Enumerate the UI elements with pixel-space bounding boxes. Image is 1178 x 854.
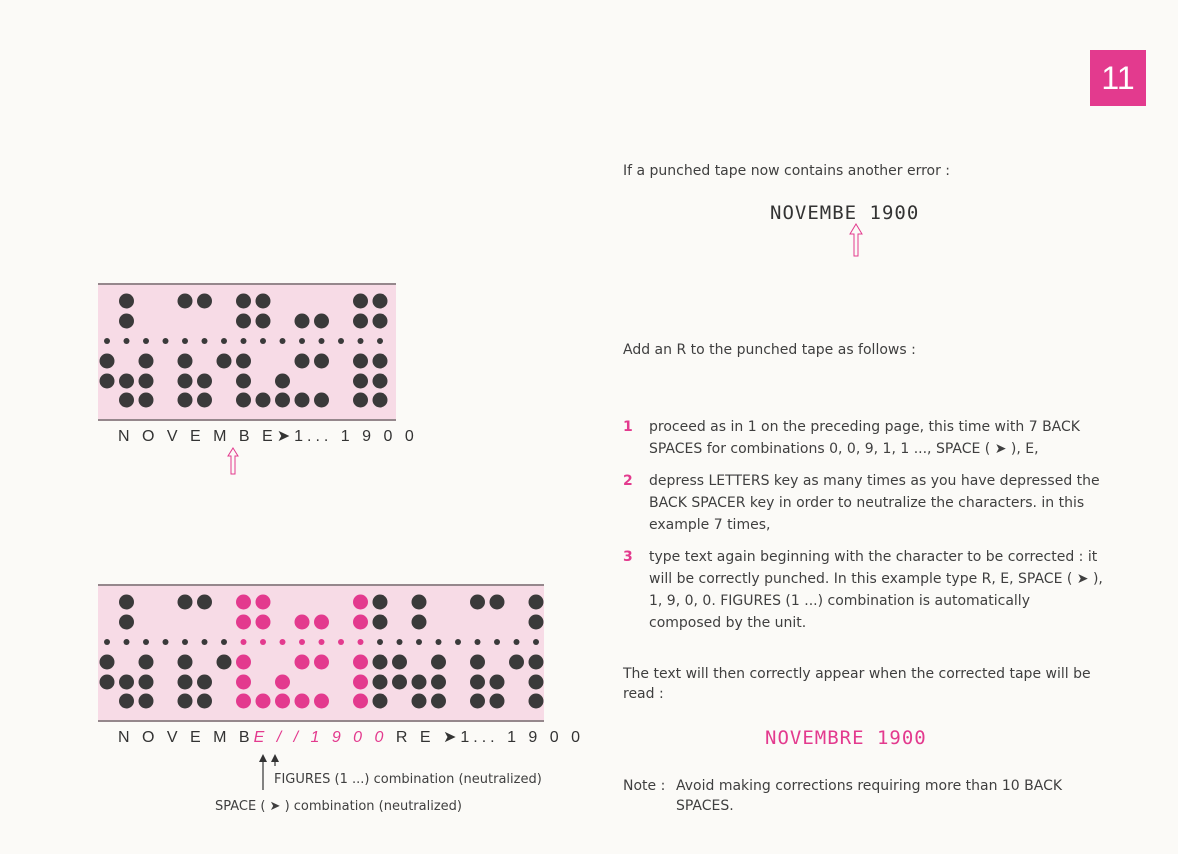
punched-hole bbox=[392, 655, 407, 670]
punched-hole bbox=[256, 694, 271, 709]
punched-hole bbox=[178, 294, 193, 309]
note-text: Avoid making corrections requiring more than 10 BACK SPACES. bbox=[676, 778, 1063, 814]
punched-hole bbox=[353, 314, 368, 329]
punched-hole bbox=[119, 374, 134, 389]
punched-hole bbox=[197, 393, 212, 408]
punched-hole bbox=[100, 675, 115, 690]
corrected-example: NOVEMBRE 1900 bbox=[765, 727, 927, 749]
punched-hole bbox=[197, 694, 212, 709]
punched-hole bbox=[100, 374, 115, 389]
sprocket-hole bbox=[182, 639, 188, 645]
sprocket-hole bbox=[221, 639, 227, 645]
punched-hole bbox=[509, 655, 524, 670]
punched-hole bbox=[119, 393, 134, 408]
sprocket-hole bbox=[163, 639, 169, 645]
tape-1-error-arrow-icon bbox=[226, 446, 240, 480]
punched-hole bbox=[314, 393, 329, 408]
punched-hole bbox=[314, 354, 329, 369]
sprocket-hole bbox=[241, 338, 247, 344]
step-item: 3 type text again beginning with the character to be corrected : it will be correctly punched. In this example type R, E, SPACE ( ➤ ), 1, 9, 0, 0. FIGURES (1 ...) combination is automatically composed by the unit. bbox=[623, 549, 1103, 631]
sprocket-hole bbox=[358, 639, 364, 645]
intro-text: If a punched tape now contains another error : bbox=[623, 163, 951, 179]
punched-hole bbox=[353, 354, 368, 369]
punched-hole bbox=[373, 694, 388, 709]
punched-hole bbox=[178, 393, 193, 408]
sprocket-hole bbox=[260, 639, 266, 645]
punched-hole bbox=[529, 615, 544, 630]
punched-hole bbox=[353, 655, 368, 670]
punched-hole bbox=[197, 294, 212, 309]
punched-hole bbox=[295, 655, 310, 670]
punched-hole bbox=[470, 694, 485, 709]
punched-hole bbox=[295, 314, 310, 329]
punched-hole bbox=[275, 393, 290, 408]
space-annotation: SPACE ( ➤ ) combination (neutralized) bbox=[215, 799, 462, 814]
punched-tape-2 bbox=[98, 584, 544, 722]
punched-hole bbox=[529, 595, 544, 610]
punched-hole bbox=[100, 655, 115, 670]
punched-hole bbox=[353, 595, 368, 610]
punched-hole bbox=[256, 294, 271, 309]
punched-hole bbox=[236, 655, 251, 670]
punched-hole bbox=[314, 694, 329, 709]
sprocket-hole bbox=[280, 338, 286, 344]
punched-hole bbox=[100, 354, 115, 369]
sprocket-hole bbox=[436, 639, 442, 645]
sprocket-hole bbox=[221, 338, 227, 344]
punched-hole bbox=[256, 393, 271, 408]
punched-hole bbox=[373, 374, 388, 389]
punched-hole bbox=[217, 354, 232, 369]
punched-hole bbox=[139, 675, 154, 690]
punched-hole bbox=[373, 294, 388, 309]
punched-hole bbox=[275, 374, 290, 389]
punched-hole bbox=[139, 393, 154, 408]
punched-hole bbox=[373, 615, 388, 630]
sprocket-hole bbox=[182, 338, 188, 344]
punched-hole bbox=[314, 314, 329, 329]
punched-hole bbox=[139, 354, 154, 369]
punched-hole bbox=[490, 675, 505, 690]
sprocket-hole bbox=[377, 639, 383, 645]
sprocket-hole bbox=[494, 639, 500, 645]
punched-hole bbox=[256, 615, 271, 630]
punched-hole bbox=[119, 675, 134, 690]
error-position-arrow-icon bbox=[848, 222, 864, 262]
punched-hole bbox=[275, 675, 290, 690]
punched-hole bbox=[373, 595, 388, 610]
punched-hole bbox=[490, 595, 505, 610]
sprocket-hole bbox=[280, 639, 286, 645]
punched-hole bbox=[373, 675, 388, 690]
sprocket-hole bbox=[143, 639, 149, 645]
sprocket-hole bbox=[358, 338, 364, 344]
punched-hole bbox=[236, 314, 251, 329]
page-number-badge: 11 bbox=[1090, 50, 1146, 106]
punched-hole bbox=[236, 675, 251, 690]
punched-hole bbox=[470, 675, 485, 690]
tape-1-label: N O V E M B E➤1... 1 9 0 0 bbox=[118, 428, 418, 445]
sprocket-hole bbox=[202, 639, 208, 645]
punched-hole bbox=[412, 595, 427, 610]
sprocket-hole bbox=[338, 639, 344, 645]
punched-hole bbox=[314, 655, 329, 670]
punched-hole bbox=[236, 595, 251, 610]
sprocket-hole bbox=[163, 338, 169, 344]
sprocket-hole bbox=[202, 338, 208, 344]
punched-hole bbox=[431, 675, 446, 690]
punched-hole bbox=[236, 694, 251, 709]
step-item: 1 proceed as in 1 on the preceding page, this time with 7 BACK SPACES for combinations 0, 0, 9, 1, 1 ..., SPACE ( ➤ ), E, bbox=[623, 419, 1080, 457]
punched-hole bbox=[529, 655, 544, 670]
punched-hole bbox=[353, 374, 368, 389]
sprocket-hole bbox=[377, 338, 383, 344]
punched-hole bbox=[178, 675, 193, 690]
result-text: The text will then correctly appear when the corrected tape will be read : bbox=[623, 666, 1091, 702]
punched-hole bbox=[353, 615, 368, 630]
sprocket-hole bbox=[455, 639, 461, 645]
sprocket-hole bbox=[124, 338, 130, 344]
punched-hole bbox=[529, 675, 544, 690]
punched-hole bbox=[178, 595, 193, 610]
sprocket-hole bbox=[514, 639, 520, 645]
punched-hole bbox=[295, 393, 310, 408]
punched-hole bbox=[412, 694, 427, 709]
sprocket-hole bbox=[397, 639, 403, 645]
punched-hole bbox=[197, 595, 212, 610]
note-label: Note : bbox=[623, 778, 666, 794]
punched-hole bbox=[373, 393, 388, 408]
punched-hole bbox=[217, 655, 232, 670]
punched-hole bbox=[275, 694, 290, 709]
punched-hole bbox=[178, 655, 193, 670]
punched-hole bbox=[139, 694, 154, 709]
punched-hole bbox=[236, 354, 251, 369]
punched-hole bbox=[353, 393, 368, 408]
sprocket-hole bbox=[124, 639, 130, 645]
sprocket-hole bbox=[299, 338, 305, 344]
step-item: 2 depress LETTERS key as many times as you have depressed the BACK SPACER key in order to neutralize the characters. in this example 7 times, bbox=[623, 473, 1100, 533]
sprocket-hole bbox=[475, 639, 481, 645]
punched-hole bbox=[529, 694, 544, 709]
punched-hole bbox=[236, 374, 251, 389]
sprocket-hole bbox=[319, 639, 325, 645]
punched-hole bbox=[295, 354, 310, 369]
punched-hole bbox=[139, 374, 154, 389]
punched-hole bbox=[373, 314, 388, 329]
punched-hole bbox=[373, 655, 388, 670]
punched-hole bbox=[412, 615, 427, 630]
error-example: NOVEMBE 1900 bbox=[770, 202, 920, 224]
sprocket-hole bbox=[338, 338, 344, 344]
punched-hole bbox=[236, 393, 251, 408]
sprocket-hole bbox=[416, 639, 422, 645]
punched-hole bbox=[197, 374, 212, 389]
punched-hole bbox=[119, 314, 134, 329]
punched-hole bbox=[490, 694, 505, 709]
sprocket-hole bbox=[260, 338, 266, 344]
punched-hole bbox=[119, 595, 134, 610]
sprocket-hole bbox=[104, 338, 110, 344]
tape-2-label: N O V E M BE / / 1 9 0 0 R E ➤1... 1 9 0 0 bbox=[118, 729, 584, 746]
punched-hole bbox=[314, 615, 329, 630]
punched-hole bbox=[178, 694, 193, 709]
punched-hole bbox=[373, 354, 388, 369]
punched-hole bbox=[470, 595, 485, 610]
punched-hole bbox=[119, 694, 134, 709]
add-text: Add an R to the punched tape as follows : bbox=[623, 342, 916, 358]
punched-hole bbox=[412, 675, 427, 690]
punched-hole bbox=[470, 655, 485, 670]
punched-hole bbox=[178, 374, 193, 389]
punched-hole bbox=[295, 615, 310, 630]
punched-hole bbox=[353, 294, 368, 309]
sprocket-hole bbox=[319, 338, 325, 344]
figures-annotation: FIGURES (1 ...) combination (neutralized) bbox=[274, 772, 542, 787]
punched-hole bbox=[236, 294, 251, 309]
sprocket-hole bbox=[299, 639, 305, 645]
punched-hole bbox=[256, 314, 271, 329]
sprocket-hole bbox=[143, 338, 149, 344]
punched-hole bbox=[295, 694, 310, 709]
punched-hole bbox=[353, 694, 368, 709]
sprocket-hole bbox=[104, 639, 110, 645]
punched-hole bbox=[197, 675, 212, 690]
sprocket-hole bbox=[241, 639, 247, 645]
steps-list bbox=[623, 416, 1103, 644]
punched-hole bbox=[392, 675, 407, 690]
punched-hole bbox=[178, 354, 193, 369]
punched-tape-1 bbox=[98, 283, 396, 421]
punched-hole bbox=[236, 615, 251, 630]
sprocket-hole bbox=[533, 639, 539, 645]
punched-hole bbox=[431, 655, 446, 670]
punched-hole bbox=[256, 595, 271, 610]
punched-hole bbox=[353, 675, 368, 690]
punched-hole bbox=[119, 615, 134, 630]
punched-hole bbox=[139, 655, 154, 670]
punched-hole bbox=[119, 294, 134, 309]
punched-hole bbox=[431, 694, 446, 709]
